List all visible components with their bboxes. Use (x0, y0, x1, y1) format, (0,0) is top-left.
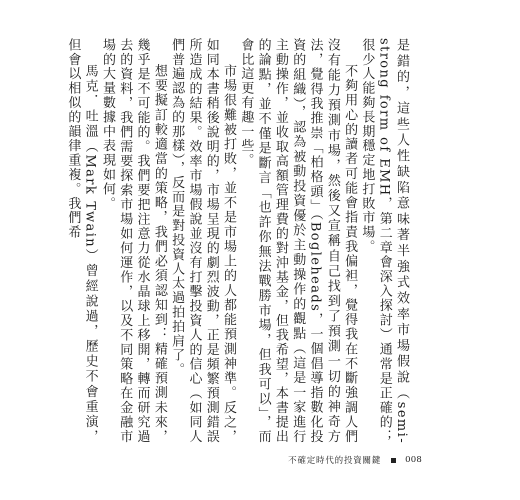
square-bullet-icon (391, 458, 396, 463)
running-footer (236, 453, 422, 467)
paragraph-1-text: 入探討）通常是正確的；很少人能夠長期穩定地打敗市場。 (359, 38, 392, 444)
running-title: 不確定時代的投資關鍵 (288, 456, 382, 466)
paragraph-3: 市場很難被打敗，並不是市場上的人都能預測神準。反之，如同本書稍後說明的，市場呈現的劇烈波動，正是頻繁預測錯誤所造成的結果。效率市場假說並沒有打擊投資人的信心（如同人們普遍認為的那樣），反而是對投資人太過拍拍肩了。 (169, 38, 237, 444)
paragraph-2: 不夠用心的讀者可能會指責我偏袒，覺得我在不斷強調人們沒有能力預測市場，然後又宣稱自己找到了預測一切的神奇方法，覺得我推崇「柏格頭」（Bogleheads，一個倡導指數化投資的組織），認為被動投資優於主動操作的觀點（這是一家進行主動操作，並收取高額管理費的對沖基金，但我希望，本書提出的論點，並不僅是斷言「也許你無法戰勝市場，但我可以」，而會比這更有趣一些。 (238, 38, 358, 444)
page-number: 008 (405, 455, 422, 465)
paragraph-lead (358, 38, 410, 444)
lead-in-text: 是錯的，這些人性缺陷意味著半強式效率市場假說（semi-strong form of EMH，第二章會深 (376, 38, 409, 444)
paragraph-5: 馬克．吐溫（Mark Twain）曾經說過，歷史不會重演，但會以相似的韻律重複。我們希 (65, 38, 98, 444)
body-text-column (65, 38, 410, 444)
paragraph-4: 想要擬訂較適當的策略，我們必須認知到：精確預測未來，幾乎是不可能的。我們要把注意力從水晶球上移開，轉而研究過去的資料，我們需要探索市場如何運作，以及不同策略在金融市場的大量數據中表現如何。 (99, 38, 167, 444)
